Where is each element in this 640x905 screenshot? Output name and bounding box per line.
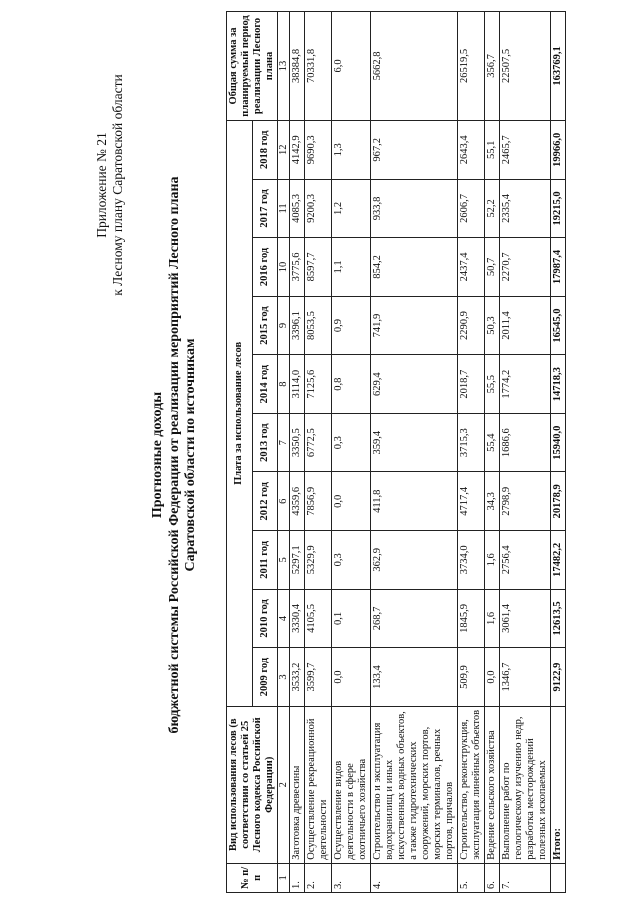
row-year-value: 2290,9 [458,296,485,355]
row-year-value: 6772,5 [305,413,332,472]
table-row [290,12,305,893]
header-year: 2014 год [252,355,278,414]
row-year-value: 4105,5 [305,589,332,648]
row-year-value: 1,3 [332,120,371,179]
header-year: 2010 год [252,589,278,648]
header-year: 2013 год [252,413,278,472]
row-year-value: 4359,6 [290,472,305,531]
row-year-value: 34,3 [485,472,500,531]
row-year-value: 1774,2 [500,355,551,414]
total-year-value: 19215,0 [551,179,566,238]
row-year-value: 1845,9 [458,589,485,648]
table-row [500,12,551,893]
row-year-value: 5297,1 [290,531,305,590]
row-year-value: 362,9 [371,531,458,590]
row-number: 7. [500,863,551,892]
row-year-value: 4085,3 [290,179,305,238]
total-year-value: 16545,0 [551,296,566,355]
column-number: 10 [278,238,290,297]
row-year-value: 8053,5 [305,296,332,355]
row-total: 38384,8 [290,12,305,121]
row-year-value: 2465,7 [500,120,551,179]
total-year-value: 15940,0 [551,413,566,472]
total-year-value: 17482,2 [551,531,566,590]
row-year-value: 1686,6 [500,413,551,472]
row-year-value: 0,0 [485,648,500,707]
column-number: 6 [278,472,290,531]
row-number: 4. [371,863,458,892]
row-year-value: 3061,4 [500,589,551,648]
title-line-3: Саратовской области по источникам [183,338,198,572]
header-year: 2016 год [252,238,278,297]
header-year: 2009 год [252,648,278,707]
row-year-value: 9200,3 [305,179,332,238]
row-total: 26519,5 [458,12,485,121]
table-row [371,12,458,893]
table-row [485,12,500,893]
header-fee-group: Плата за использование лесов [227,120,253,706]
header-year: 2011 год [252,531,278,590]
row-number: 6. [485,863,500,892]
row-year-value: 7856,9 [305,472,332,531]
row-year-value: 411,8 [371,472,458,531]
row-year-value: 2437,4 [458,238,485,297]
row-year-value: 854,2 [371,238,458,297]
row-year-value: 5329,9 [305,531,332,590]
row-year-value: 2606,7 [458,179,485,238]
total-year-value: 14718,3 [551,355,566,414]
header-year: 2017 год [252,179,278,238]
row-year-value: 0,8 [332,355,371,414]
row-year-value: 2270,7 [500,238,551,297]
row-year-value: 741,9 [371,296,458,355]
row-year-value: 967,2 [371,120,458,179]
row-year-value: 1,2 [332,179,371,238]
row-year-value: 8597,7 [305,238,332,297]
row-year-value: 4717,4 [458,472,485,531]
row-year-value: 2011,4 [500,296,551,355]
total-year-value: 12613,5 [551,589,566,648]
row-kind: Выполнение работ по геологическому изучению недр, разработка месторождений полезных ископаемых [500,706,551,863]
row-kind: Осуществление видов деятельности в сфере охотничьего хозяйства [332,706,371,863]
row-year-value: 933,8 [371,179,458,238]
header-year: 2015 год [252,296,278,355]
row-year-value: 0,3 [332,413,371,472]
header-kind: Вид использования лесов (в соответствии со статьей 25 Лесного кодекса Российской Федерации) [227,706,278,863]
column-number: 7 [278,413,290,472]
row-year-value: 3396,1 [290,296,305,355]
column-number: 5 [278,531,290,590]
row-year-value: 3715,3 [458,413,485,472]
row-number: 3. [332,863,371,892]
header-year: 2018 год [252,120,278,179]
row-year-value: 2643,4 [458,120,485,179]
total-year-value: 19966,0 [551,120,566,179]
total-year-value: 20178,9 [551,472,566,531]
row-year-value: 9690,3 [305,120,332,179]
column-number: 2 [278,706,290,863]
row-kind: Осуществление рекреационной деятельности [305,706,332,863]
row-year-value: 3350,5 [290,413,305,472]
row-number: 5. [458,863,485,892]
row-number: 2. [305,863,332,892]
title-line-2: бюджетной системы Российской Федерации от реализации мероприятий Лесного плана [166,176,182,734]
row-year-value: 0,0 [332,648,371,707]
row-year-value: 1,6 [485,589,500,648]
row-number: 1. [290,863,305,892]
row-year-value: 1,6 [485,531,500,590]
row-year-value: 359,4 [371,413,458,472]
row-year-value: 1346,7 [500,648,551,707]
column-number: 9 [278,296,290,355]
row-year-value: 4142,9 [290,120,305,179]
row-year-value: 2756,4 [500,531,551,590]
row-total: 5662,8 [371,12,458,121]
column-numbers-row [278,12,290,893]
row-total: 6,0 [332,12,371,121]
appendix-note [94,25,126,345]
column-number: 12 [278,120,290,179]
column-number: 1 [278,863,290,892]
row-year-value: 50,7 [485,238,500,297]
appendix-line-2: к Лесному плану Саратовской области [110,74,125,296]
column-number: 3 [278,648,290,707]
row-year-value: 629,4 [371,355,458,414]
row-year-value: 3734,0 [458,531,485,590]
column-number: 4 [278,589,290,648]
row-kind: Строительство, реконструкция, эксплуатация линейных объектов [458,706,485,863]
appendix-line-1: Приложение № 21 [94,132,109,238]
row-year-value: 509,9 [458,648,485,707]
document-title [150,60,200,850]
row-year-value: 2018,7 [458,355,485,414]
row-total: 356,7 [485,12,500,121]
title-line-1: Прогнозные доходы [150,391,165,519]
row-year-value: 3114,0 [290,355,305,414]
row-year-value: 2798,9 [500,472,551,531]
total-number [551,863,566,892]
grand-total: 163769,1 [551,12,566,121]
row-year-value: 3599,7 [305,648,332,707]
row-total: 70331,8 [305,12,332,121]
row-year-value: 3533,2 [290,648,305,707]
revenue-forecast-table [226,11,566,893]
row-year-value: 1,1 [332,238,371,297]
header-total: Общая сумма за планируемый период реализации Лесного плана [227,12,278,121]
row-year-value: 52,2 [485,179,500,238]
column-number: 8 [278,355,290,414]
row-year-value: 0,1 [332,589,371,648]
table-row [458,12,485,893]
row-year-value: 2335,4 [500,179,551,238]
header-row-1 [227,12,253,893]
row-year-value: 55,1 [485,120,500,179]
row-year-value: 50,3 [485,296,500,355]
header-year: 2012 год [252,472,278,531]
row-year-value: 55,5 [485,355,500,414]
header-number: № п/п [227,863,278,892]
total-year-value: 9122,9 [551,648,566,707]
row-year-value: 7125,6 [305,355,332,414]
table-row [305,12,332,893]
total-year-value: 17987,4 [551,238,566,297]
total-label: Итого: [551,706,566,863]
row-year-value: 55,4 [485,413,500,472]
column-number: 11 [278,179,290,238]
column-number: 13 [278,12,290,121]
row-year-value: 3775,6 [290,238,305,297]
row-year-value: 0,3 [332,531,371,590]
row-year-value: 0,9 [332,296,371,355]
row-kind: Заготовка древесины [290,706,305,863]
total-row [551,12,566,893]
row-kind: Ведение сельского хозяйства [485,706,500,863]
row-year-value: 0,0 [332,472,371,531]
row-total: 22507,5 [500,12,551,121]
row-year-value: 133,4 [371,648,458,707]
row-kind: Строительство и эксплуатация водохранилищ и иных искусственных водных объектов, а также гидротехнических сооружений, морских портов, морских терминалов, речных портов, причалов [371,706,458,863]
row-year-value: 268,7 [371,589,458,648]
row-year-value: 3330,4 [290,589,305,648]
table-row [332,12,371,893]
